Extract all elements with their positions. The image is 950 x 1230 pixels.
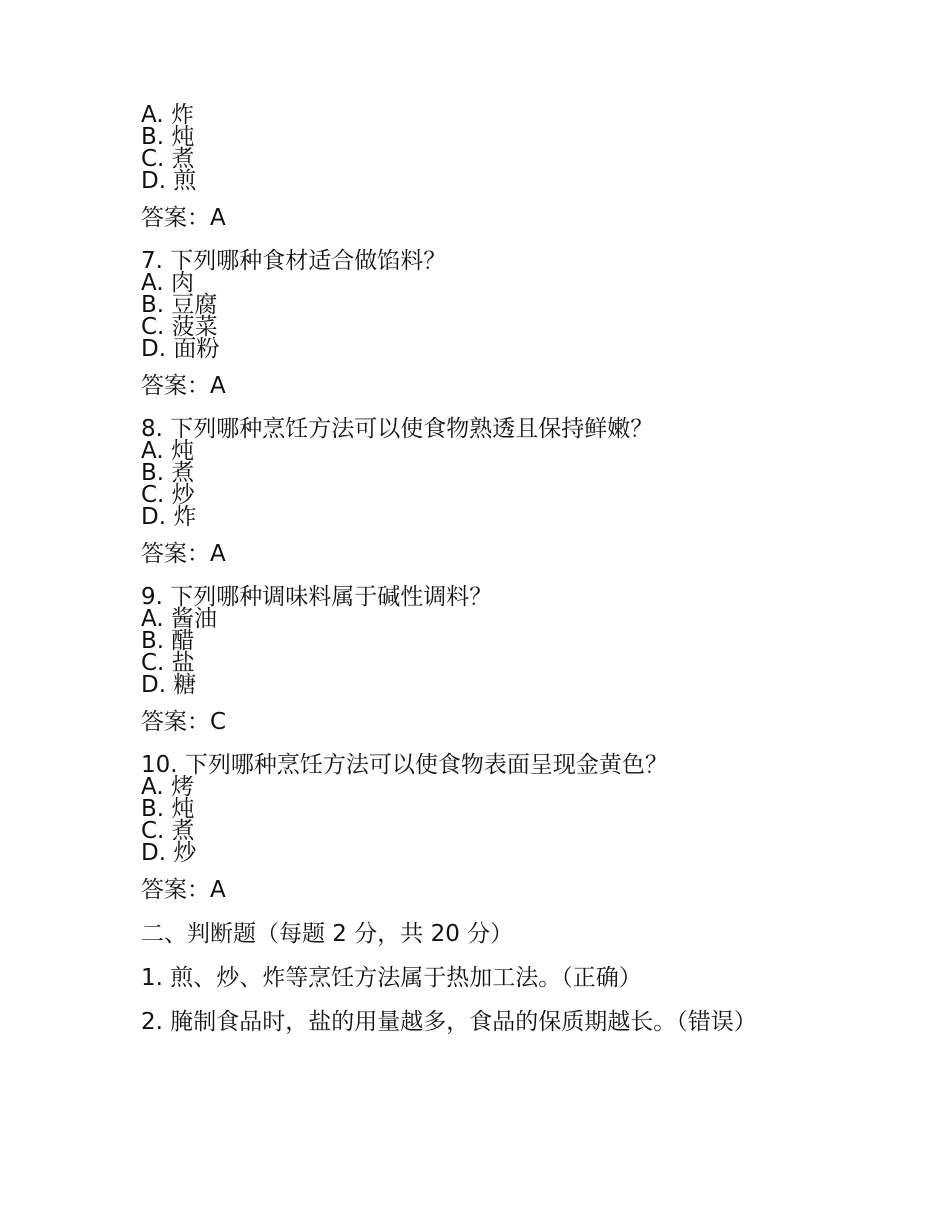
q6-option-a: A. 炸 [141, 102, 194, 128]
q10-title: 10. 下列哪种烹饪方法可以使食物表面呈现金黄色？ [141, 752, 668, 778]
q8-option-a: A. 炖 [141, 438, 194, 464]
q10-block [141, 754, 801, 864]
q7-option-c: C. 菠菜 [141, 314, 218, 340]
q6-answer: 答案：A [141, 205, 226, 231]
section2-heading: 二、判断题（每题 2 分，共 20 分） [141, 921, 514, 947]
q9-option-a: A. 酱油 [141, 606, 217, 632]
q6-option-b: B. 炖 [141, 124, 195, 150]
q8-option-d: D. 炸 [141, 504, 197, 530]
q8-option-c: C. 炒 [141, 482, 195, 508]
q8-option-b: B. 煮 [141, 460, 195, 486]
q8-block [141, 418, 801, 528]
q9-option-c: C. 盐 [141, 650, 195, 676]
q7-option-b: B. 豆腐 [141, 292, 218, 318]
q10-answer: 答案：A [141, 877, 226, 903]
q10-option-c: C. 煮 [141, 818, 195, 844]
q9-option-b: B. 醋 [141, 628, 195, 654]
q7-block [141, 250, 801, 360]
q6-option-d: D. 煎 [141, 168, 197, 194]
judgment-item-2: 2. 腌制食品时，盐的用量越多，食品的保质期越长。（错误） [141, 1009, 757, 1035]
q10-option-b: B. 炖 [141, 796, 195, 822]
q6-options [141, 104, 801, 192]
q7-answer: 答案：A [141, 373, 226, 399]
q9-answer: 答案：C [141, 709, 227, 735]
judgment-item-1: 1. 煎、炒、炸等烹饪方法属于热加工法。（正确） [141, 965, 642, 991]
q10-option-a: A. 烤 [141, 774, 194, 800]
document-content [141, 104, 801, 1054]
q7-title: 7. 下列哪种食材适合做馅料？ [141, 248, 447, 274]
q9-option-d: D. 糖 [141, 672, 197, 698]
q9-block [141, 586, 801, 696]
q8-title: 8. 下列哪种烹饪方法可以使食物熟透且保持鲜嫩？ [141, 416, 654, 442]
q8-answer: 答案：A [141, 541, 226, 567]
q9-title: 9. 下列哪种调味料属于碱性调料？ [141, 584, 493, 610]
q6-option-c: C. 煮 [141, 146, 195, 172]
q7-option-a: A. 肉 [141, 270, 194, 296]
q7-option-d: D. 面粉 [141, 336, 220, 362]
q10-option-d: D. 炒 [141, 840, 197, 866]
